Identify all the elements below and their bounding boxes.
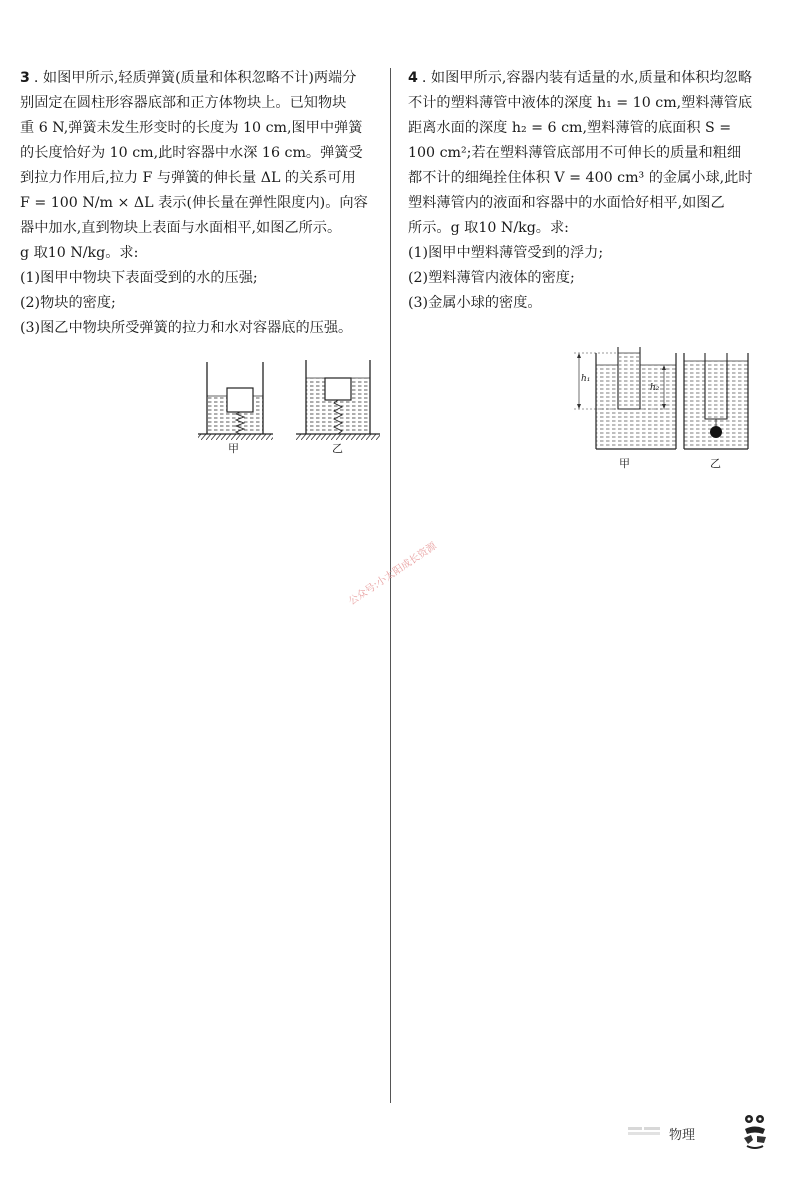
container-jia xyxy=(198,362,273,440)
figure-label-yi: 乙 xyxy=(332,442,343,455)
question-3-number: 3 xyxy=(20,70,30,86)
question-3-line: 重 6 N,弹簧未发生形变时的长度为 10 cm,图甲中弹簧 xyxy=(20,120,363,136)
question-4-line: 距离水面的深度 h₂ = 6 cm,塑料薄管的底面积 S = xyxy=(408,120,732,136)
question-4-line: 都不计的细绳拴住体积 V = 400 cm³ 的金属小球,此时 xyxy=(408,170,753,186)
question-3-line: 别固定在圆柱形容器底部和正方体物块上。已知物块 xyxy=(20,95,347,111)
question-3-line: F = 100 N/m × ΔL 表示(伸长量在弹性限度内)。向容 xyxy=(20,195,368,211)
question-3-line: 器中加水,直到物块上表面与水面相平,如图乙所示。 xyxy=(20,220,342,236)
mascot-logo-icon xyxy=(739,1112,771,1152)
question-3-subquestion-2: (2)物块的密度; xyxy=(20,295,116,311)
question-3-subquestion-3: (3)图乙中物块所受弹簧的拉力和水对容器底的压强。 xyxy=(20,320,353,336)
dimension-label-h2: h₂ xyxy=(650,383,660,393)
question-3-line: g 取10 N/kg。求: xyxy=(20,245,139,261)
question-4-subquestion-1: (1)图甲中塑料薄管受到的浮力; xyxy=(408,245,604,261)
footer-faint-mark xyxy=(628,1125,662,1137)
question-4-subquestion-2: (2)塑料薄管内液体的密度; xyxy=(408,270,575,286)
dimension-label-h1: h₁ xyxy=(581,374,591,384)
watermark: 公众号:小太阳成长资源 xyxy=(346,540,439,608)
question-4-line: 所示。g 取10 N/kg。求: xyxy=(408,220,569,236)
question-4-line: 100 cm²;若在塑料薄管底部用不可伸长的质量和粗细 xyxy=(408,145,742,161)
question-3-line: 到拉力作用后,拉力 F 与弹簧的伸长量 ΔL 的关系可用 xyxy=(20,170,356,186)
question-4-figure xyxy=(570,343,754,475)
figure-label-jia: 甲 xyxy=(228,442,239,455)
question-3-line: 3 . 如图甲所示,轻质弹簧(质量和体积忽略不计)两端分 xyxy=(20,70,357,86)
question-3-subquestion-1: (1)图甲中物块下表面受到的水的压强; xyxy=(20,270,258,286)
container-yi xyxy=(296,360,380,440)
question-4-subquestion-3: (3)金属小球的密度。 xyxy=(408,295,542,311)
question-4-line: 4 . 如图甲所示,容器内装有适量的水,质量和体积均忽略 xyxy=(408,70,753,86)
question-4-number: 4 xyxy=(408,70,418,86)
question-3-figure xyxy=(196,356,382,456)
container-jia xyxy=(574,347,676,449)
footer-subject: 物理 xyxy=(669,1128,696,1143)
question-4-line: 塑料薄管内的液面和容器中的水面恰好相平,如图乙 xyxy=(408,195,725,211)
container-yi xyxy=(684,353,748,449)
question-3-line: 的长度恰好为 10 cm,此时容器中水深 16 cm。弹簧受 xyxy=(20,145,363,161)
question-4-line: 不计的塑料薄管中液体的深度 h₁ = 10 cm,塑料薄管底 xyxy=(408,95,753,111)
figure-label-yi: 乙 xyxy=(710,457,721,470)
question-3 xyxy=(20,66,386,341)
question-4 xyxy=(408,66,768,316)
figure-label-jia: 甲 xyxy=(619,457,630,470)
column-divider xyxy=(390,68,391,1103)
